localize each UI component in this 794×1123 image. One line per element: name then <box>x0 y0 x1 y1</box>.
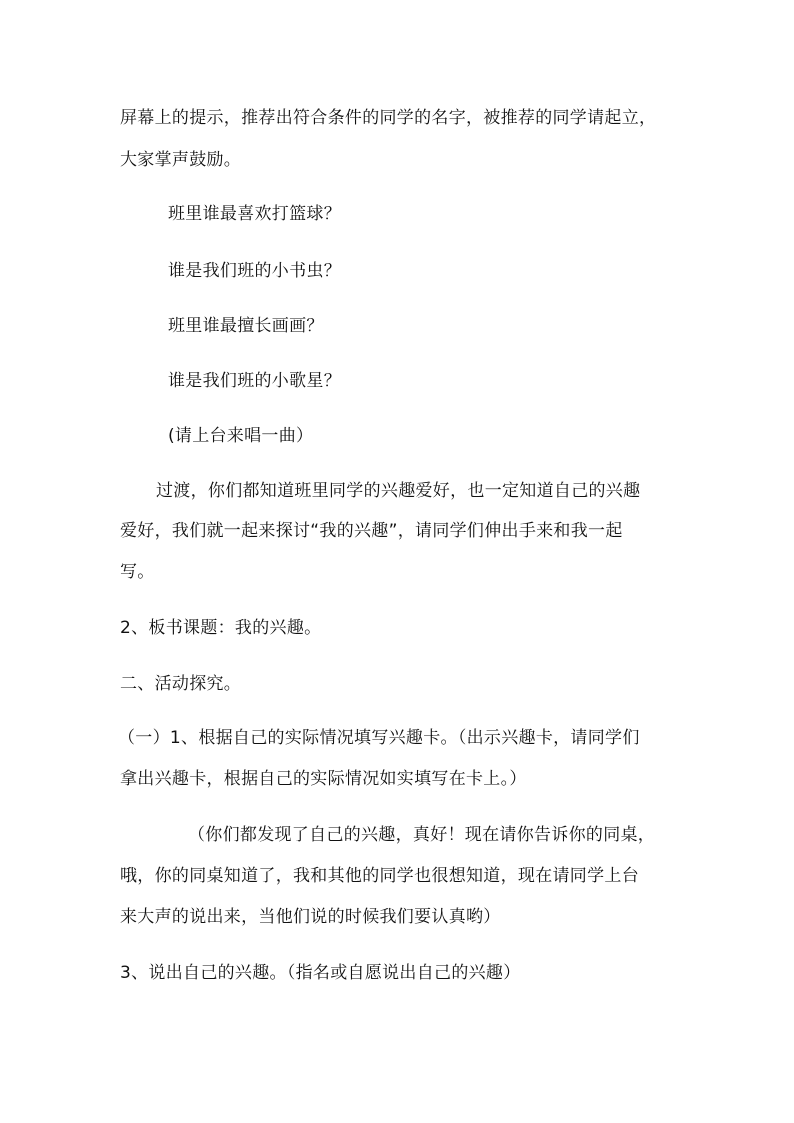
question-line: (请上台来唱一曲） <box>168 426 314 446</box>
paragraph-line: 哦，你的同桌知道了，我和其他的同学也很想知道，现在请同学上台 <box>120 866 639 886</box>
paragraph-line: 屏幕上的提示，推荐出符合条件的同学的名字，被推荐的同学请起立， <box>120 108 657 128</box>
question-line: 谁是我们班的小歌星？ <box>168 371 341 391</box>
paragraph-line: 大家掌声鼓励。 <box>120 150 242 170</box>
question-line: 班里谁最擅长画画？ <box>168 316 324 336</box>
section-heading: 二、活动探究。 <box>120 674 242 694</box>
paragraph-line: 拿出兴趣卡，根据自己的实际情况如实填写在卡上。） <box>120 769 527 789</box>
question-line: 谁是我们班的小书虫？ <box>168 261 341 281</box>
paragraph-line: （你们都发现了自己的兴趣，真好！现在请你告诉你的同桌， <box>188 825 656 845</box>
paragraph-line: 写。 <box>120 562 155 582</box>
paragraph-line: 过渡，你们都知道班里同学的兴趣爱好，也一定知道自己的兴趣 <box>156 481 641 501</box>
section-heading: 2、板书课题：我的兴趣。 <box>120 618 322 638</box>
question-line: 班里谁最喜欢打篮球？ <box>168 204 341 224</box>
paragraph-line: 来大声的说出来，当他们说的时候我们要认真哟） <box>120 907 501 927</box>
paragraph-line: 爱好，我们就一起来探讨“我的兴趣”，请同学们伸出手来和我一起 <box>120 521 623 541</box>
paragraph-line: （一）1、根据自己的实际情况填写兴趣卡。（出示兴趣卡，请同学们 <box>118 728 640 748</box>
section-heading: 3、说出自己的兴趣。（指名或自愿说出自己的兴趣） <box>120 963 521 983</box>
